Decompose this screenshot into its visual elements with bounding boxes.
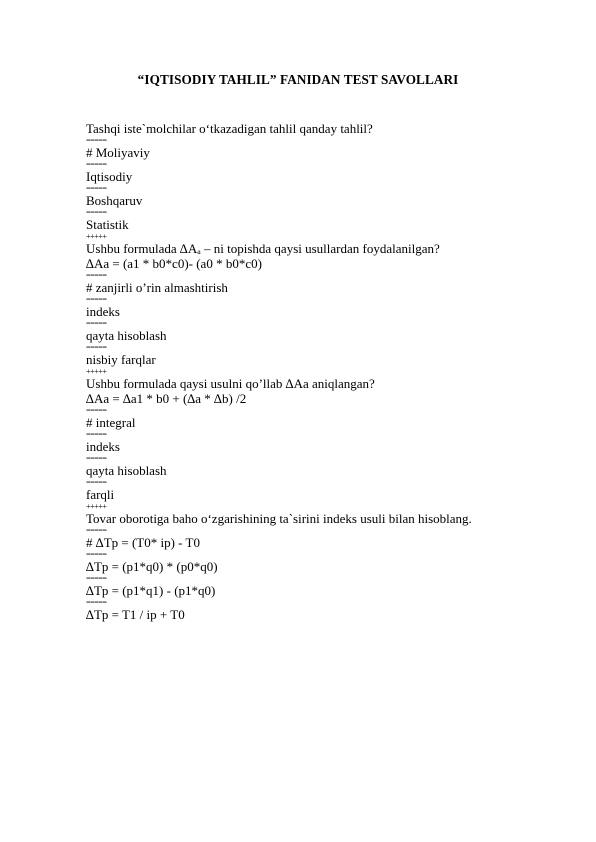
test-questions-list (86, 121, 556, 622)
answer-separator: ===== (86, 478, 107, 487)
question-formula: ∆Aa = ∆a1 * b0 + (∆a * ∆b) /2 (86, 391, 247, 406)
answer-separator: ===== (86, 550, 107, 559)
answer-option: farqli (86, 487, 115, 502)
correct-answer-option: # zanjirli o’rin almashtirish (86, 280, 228, 295)
answer-option: qayta hisoblash (86, 328, 167, 343)
answer-separator: ===== (86, 160, 107, 169)
question-text: Tovar oborotiga baho o‘zgarishining ta`sirini indeks usuli bilan hisoblang. (86, 511, 472, 526)
answer-option: Statistik (86, 217, 129, 232)
answer-separator: ===== (86, 526, 107, 535)
answer-option: qayta hisoblash (86, 463, 167, 478)
answer-option: indeks (86, 304, 120, 319)
question-text: Ushbu formulada ∆Aₐ – ni topishda qaysi usullardan foydalanilgan? (86, 241, 440, 256)
answer-separator: ===== (86, 319, 107, 328)
question-separator: +++++ (86, 502, 107, 511)
answer-separator: ===== (86, 295, 107, 304)
answer-separator: ===== (86, 208, 107, 217)
answer-separator: ===== (86, 574, 107, 583)
answer-option: ∆Tp = (p1*q1) - (p1*q0) (86, 583, 216, 598)
correct-answer-option: # ∆Tp = (T0* ip) - T0 (86, 535, 200, 550)
question-separator: +++++ (86, 232, 107, 241)
answer-option: ∆Tp = T1 / ip + T0 (86, 607, 185, 622)
answer-separator: ===== (86, 343, 107, 352)
answer-separator: ===== (86, 271, 107, 280)
correct-answer-option: # integral (86, 415, 136, 430)
answer-option: ∆Tp = (p1*q0) * (p0*q0) (86, 559, 218, 574)
question-separator: +++++ (86, 367, 107, 376)
question-formula: ∆Aa = (a1 * b0*c0)- (a0 * b0*c0) (86, 256, 262, 271)
question-text: Ushbu formulada qaysi usulni qo’llab ∆Aa aniqlangan? (86, 376, 375, 391)
answer-separator: ===== (86, 184, 107, 193)
answer-separator: ===== (86, 454, 107, 463)
correct-answer-option: # Moliyaviy (86, 145, 150, 160)
answer-option: Boshqaruv (86, 193, 143, 208)
answer-option: Iqtisodiy (86, 169, 133, 184)
question-text: Tashqi iste`molchilar o‘tkazadigan tahlil qanday tahlil? (86, 121, 373, 136)
answer-separator: ===== (86, 598, 107, 607)
answer-separator: ===== (86, 406, 107, 415)
answer-separator: ===== (86, 430, 107, 439)
answer-separator: ===== (86, 136, 107, 145)
document-title: “IQTISODIY TAHLIL” FANIDAN TEST SAVOLLARI (137, 72, 459, 87)
answer-option: nisbiy farqlar (86, 352, 156, 367)
answer-option: indeks (86, 439, 120, 454)
